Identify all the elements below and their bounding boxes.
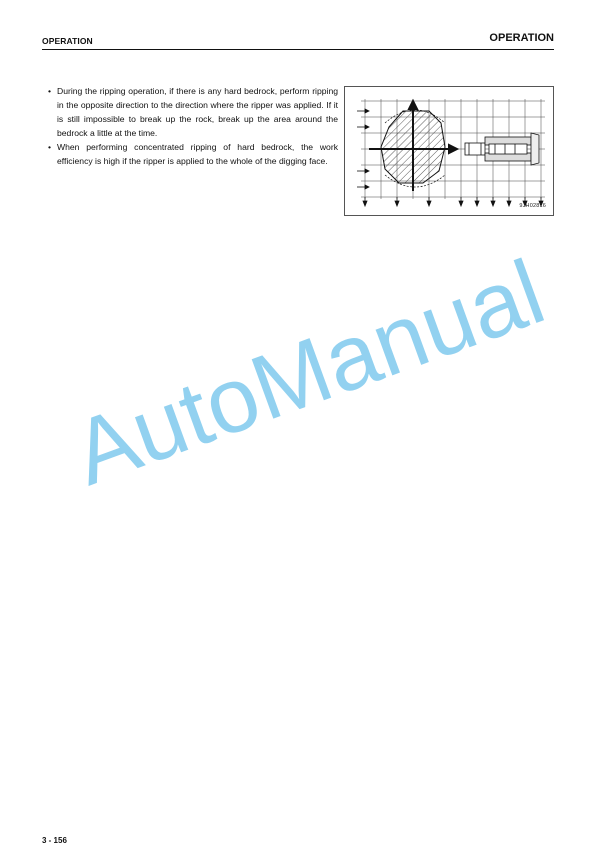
header-right-title: OPERATION xyxy=(489,32,554,44)
header-left-title: OPERATION xyxy=(42,36,93,46)
edge-arrows-bottom xyxy=(363,197,543,206)
bullet-marker: • xyxy=(48,142,52,153)
watermark: AutoManual xyxy=(60,241,557,505)
bullet-item-hard-bedrock xyxy=(48,84,338,140)
header-rule xyxy=(42,49,554,50)
bullet-text: During the ripping operation, if there is any hard bedrock, perform ripping in the opposite direction to the direction where the ripper was applied. If it is still impossible to break up the rock, break up the area around the bedrock a little at the time. xyxy=(57,86,338,139)
bullet-text: When performing concentrated ripping of hard bedrock, the work efficiency is high if the ripper is applied to the whole of the digging face. xyxy=(57,142,338,167)
page-number: 3 - 156 xyxy=(42,836,67,845)
bullet-item-concentrated-ripping xyxy=(48,140,338,168)
bullet-list xyxy=(48,84,338,169)
bullet-marker: • xyxy=(48,86,52,96)
figure-id: 9JH02816 xyxy=(519,203,546,209)
ripping-diagram xyxy=(344,86,554,216)
